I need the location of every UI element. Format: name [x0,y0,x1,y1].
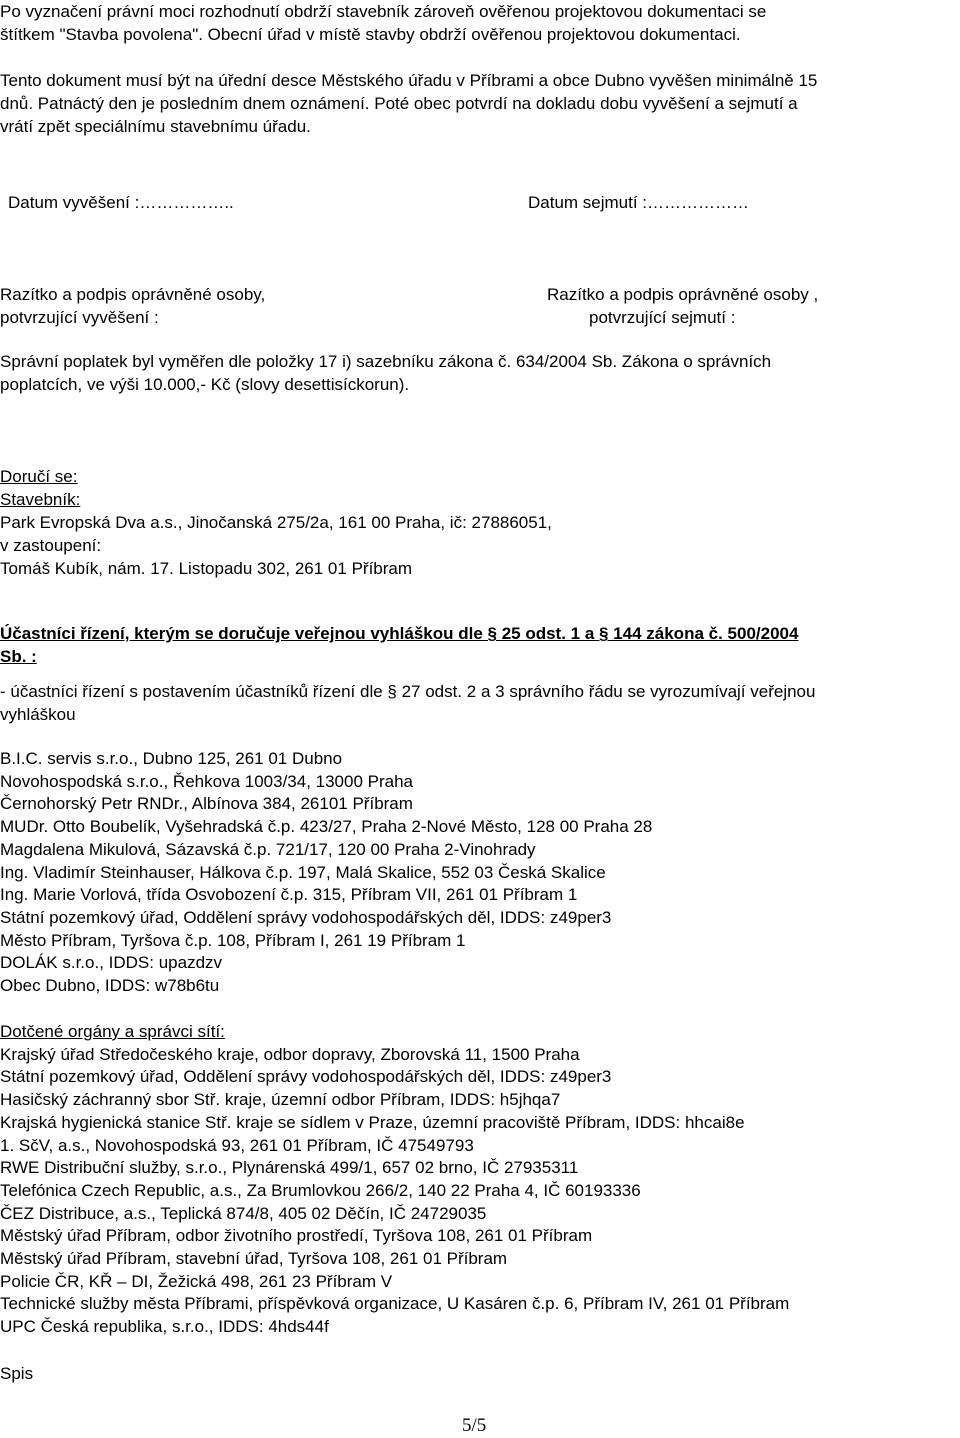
intro-section [0,0,960,138]
list-item: Městský úřad Příbram, stavební úřad, Tyršova 108, 261 01 Příbram [0,1249,508,1269]
fee-section [0,350,771,396]
intro-p1-line1: Po vyznačení právní moci rozhodnutí obdrží stavebník zároveň ověřenou projektovou dokumentaci se [0,2,767,21]
stamp-removed [547,283,818,329]
participants-section [0,622,798,668]
participants-list [0,748,652,998]
delivery-section [0,465,552,580]
participants-note-line2: vyhláškou [0,705,76,724]
fee-line2: poplatcích, ve výši 10.000,- Kč (slovy desettisíckorun). [0,375,410,394]
intro-p2-line2: dnů. Patnáctý den je posledním dnem oznámení. Poté obec potvrdí na dokladu dobu vyvěšení a sejmutí a [0,94,798,113]
list-item: MUDr. Otto Boubelík, Vyšehradská č.p. 423/27, Praha 2-Nové Město, 128 00 Praha 28 [0,817,653,837]
list-item: Městský úřad Příbram, odbor životního prostředí, Tyršova 108, 261 01 Příbram [0,1226,593,1246]
list-item: Státní pozemkový úřad, Oddělení správy vodohospodářských děl, IDDS: z49per3 [0,907,612,927]
builder-heading: Stavebník: [0,490,81,509]
stamp-removed-line2: potvrzující sejmutí : [589,308,736,327]
list-item: DOLÁK s.r.o., IDDS: upazdzv [0,953,223,973]
list-item: Krajský úřad Středočeského kraje, odbor dopravy, Zborovská 11, 1500 Praha [0,1044,580,1064]
list-item: RWE Distribuční služby, s.r.o., Plynárenská 499/1, 657 02 brno, IČ 27935311 [0,1158,579,1178]
authorities-section [0,1021,789,1339]
list-item: Magdalena Mikulová, Sázavská č.p. 721/17, 120 00 Praha 2-Vinohrady [0,839,536,859]
participants-note [0,680,815,726]
list-item: Novohospodská s.r.o., Řehkova 1003/34, 13000 Praha [0,771,414,791]
participants-heading-line2: Sb. : [0,647,37,666]
builder-line1: Park Evropská Dva a.s., Jinočanská 275/2a, 161 00 Praha, ič: 27886051, [0,513,552,532]
list-item: Černohorský Petr RNDr., Albínova 384, 26101 Příbram [0,794,413,814]
list-item: Hasičský záchranný sbor Stř. kraje, územní odbor Příbram, IDDS: h5jhqa7 [0,1090,561,1110]
list-item: Krajská hygienická stanice Stř. kraje se sídlem v Praze, územní pracoviště Příbram, IDDS: hhcai8e [0,1112,745,1132]
fee-line1: Správní poplatek byl vyměřen dle položky 17 i) sazebníku zákona č. 634/2004 Sb. Zákona o správních [0,352,772,371]
file-label: Spis [0,1364,34,1383]
page-number: 5/5 [462,1415,487,1436]
list-item: Policie ČR, KŘ – DI, Žežická 498, 261 23 Příbram V [0,1271,393,1291]
list-item: UPC Česká republika, s.r.o., IDDS: 4hds44f [0,1317,329,1337]
participants-note-line1: - účastníci řízení s postavením účastníků řízení dle § 27 odst. 2 a 3 správního řádu se vyrozumívají veřejnou [0,682,816,701]
list-item: B.I.C. servis s.r.o., Dubno 125, 261 01 Dubno [0,749,343,768]
removed-date-label: Datum sejmutí :……………… [528,193,750,212]
stamp-removed-line1: Razítko a podpis oprávněné osoby , [547,285,819,304]
list-item: Obec Dubno, IDDS: w78b6tu [0,976,220,996]
stamp-posted-line2: potvrzující vyvěšení : [0,308,159,327]
delivery-heading: Doručí se: [0,467,78,486]
list-item: Státní pozemkový úřad, Oddělení správy vodohospodářských děl, IDDS: z49per3 [0,1067,612,1087]
list-item: 1. SčV, a.s., Novohospodská 93, 261 01 Příbram, IČ 47549793 [0,1135,474,1155]
list-item: Ing. Vladimír Steinhauser, Hálkova č.p. 197, Malá Skalice, 552 03 Česká Skalice [0,862,606,882]
posted-date-label: Datum vyvěšení :…………….. [8,193,234,212]
builder-line3: Tomáš Kubík, nám. 17. Listopadu 302, 261 01 Příbram [0,559,413,578]
list-item: Ing. Marie Vorlová, třída Osvobození č.p. 315, Příbram VII, 261 01 Příbram 1 [0,885,578,905]
intro-p1-line2: štítkem "Stavba povolena". Obecní úřad v místě stavby obdrží ověřenou projektovou dokumentaci. [0,25,741,44]
intro-p2-line3: vrátí zpět speciálnímu stavebnímu úřadu. [0,117,311,136]
intro-p2-line1: Tento dokument musí být na úřední desce Městského úřadu v Příbrami a obce Dubno vyvěšen minimálně 15 [0,71,818,90]
list-item: Město Příbram, Tyršova č.p. 108, Příbram I, 261 19 Příbram 1 [0,930,466,950]
stamp-posted-line1: Razítko a podpis oprávněné osoby, [0,285,266,304]
list-item: Telefónica Czech Republic, a.s., Za Brumlovkou 266/2, 140 22 Praha 4, IČ 60193336 [0,1180,641,1200]
authorities-heading: Dotčené orgány a správci sítí: [0,1022,225,1041]
list-item: Technické služby města Příbrami, příspěvková organizace, U Kasáren č.p. 6, Příbram IV, 261 01 Příbram [0,1294,790,1314]
stamp-posted [0,283,265,329]
list-item: ČEZ Distribuce, a.s., Teplická 874/8, 405 02 Děčín, IČ 24729035 [0,1203,487,1223]
participants-heading-line1: Účastníci řízení, kterým se doručuje veřejnou vyhláškou dle § 25 odst. 1 a § 144 zákona č. 500/2004 [0,624,799,643]
builder-line2: v zastoupení: [0,536,102,555]
